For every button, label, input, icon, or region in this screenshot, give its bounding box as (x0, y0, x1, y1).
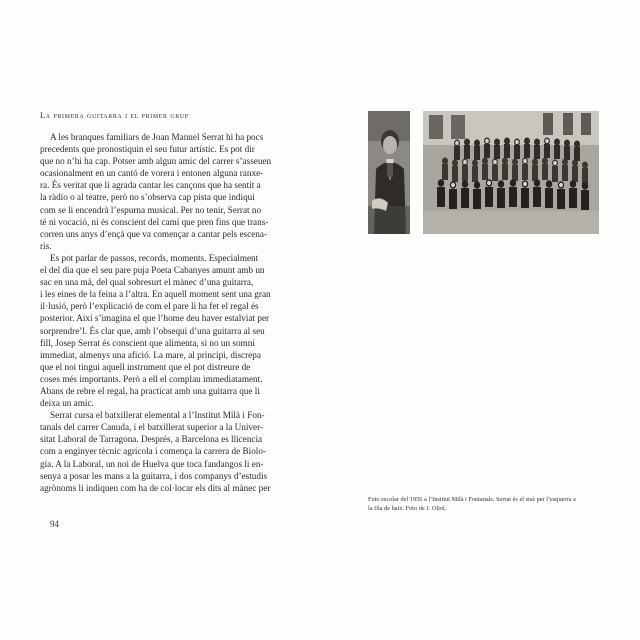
text-line: el del dia que el seu pare puja Poeta Cabanyes amunt amb un (40, 265, 265, 276)
text-line: sac en una mà, del qual sobresurt el mànec d’una guitarra, (40, 277, 254, 288)
text-line: sorprendre’l. És clar que, amb l’obsequi d’una guitarra al seu (40, 325, 265, 336)
text-line: ra. És veritat que li agrada cantar les cançons que ha sentit a (40, 180, 261, 191)
caption-line: la fila de baix. Foto de J. Oliol. (368, 505, 447, 512)
text-line: té ni vocació, ni és conscient del camí que pren fins que trans- (40, 216, 269, 227)
text-line: posterior. Així s’imagina el que l’home deu haver estalviat per (40, 313, 270, 324)
text-line: sitat Laboral de Tarragona. Després, a Barcelona es llicencia (40, 434, 263, 445)
text-line: A les branques familiars de Joan Manuel Serrat hi ha pocs (50, 132, 264, 142)
paragraph-1 (40, 131, 276, 252)
chapter-heading: La primera guitarra i el primer grup (40, 110, 189, 120)
text-line: gia. A la Laboral, un noi de Huelva que toca fandangos li en- (40, 458, 264, 469)
portrait-photo-image (368, 111, 410, 234)
portrait-photo (368, 111, 410, 234)
class-group-photo-image (423, 111, 599, 234)
text-line: la ràdio o al teatre, però no s’observa cap pista que indiqui (40, 192, 255, 203)
text-line: com a enginyer tècnic agrícola i comença la carrera de Biolo- (40, 446, 266, 457)
body-text (40, 131, 276, 494)
text-line: precedents que pronostiquin el seu futur artístic. Es pot dir (40, 144, 255, 155)
text-line: coses més importants. Però a ell el complau immediatament. (40, 373, 263, 384)
text-line: Abans de rebre el regal, ha practicat amb una guitarra que li (40, 385, 260, 396)
text-line: immediat, almenys una afició. La mare, al principi, discrepa (40, 349, 261, 360)
text-line: com se li encendrà l’espurna musical. Per no tenir, Serrat no (40, 204, 262, 215)
paragraph-2 (40, 252, 276, 409)
text-line: Es pot parlar de passos, records, moments. Especialment (50, 252, 259, 263)
text-line: tanals del carrer Canuda, i el batxillerat superior a la Univer- (40, 422, 264, 433)
text-line: il·lusió, però l’explicació de com el pare li ha fet el regal és (40, 301, 259, 312)
text-line: que el noi tingui aquell instrument que el pot distreure de (40, 361, 251, 372)
text-line: i les eines de la feina a l’altra. En aquell moment sent una gran (40, 289, 271, 300)
text-line: corren uns anys d’ençà que va començar a cantar pels escena- (40, 228, 268, 239)
text-line: ocasionalment en un cantó de vorera i entonen alguna ranxe- (40, 168, 264, 179)
text-line: agrònoms li indiquen com ha de col·locar els dits al mànec per (40, 482, 271, 493)
text-line: ris. (40, 240, 52, 251)
photo-caption (368, 495, 602, 513)
text-line: fill, Josep Serrat és conscient que alimenta, si no un somni (40, 337, 255, 348)
class-group-photo (423, 111, 599, 234)
text-line: Serrat cursa el batxillerat elemental a l’Institut Milà i Fon- (50, 410, 265, 421)
text-line: senya a posar les mans a la guitarra, i dos companys d’estudis (40, 470, 268, 481)
paragraph-3 (40, 409, 276, 494)
caption-line: Foto escolar del 1956 a l’Institut Milà i Fontanals. Serrat és el sisè per l’esquerra a (368, 496, 576, 503)
text-line: deixa un amic. (40, 398, 94, 409)
text-line: que no n’hi ha cap. Potser amb algun amic del carrer s’asseuen (40, 156, 272, 167)
page-number: 94 (50, 519, 59, 529)
